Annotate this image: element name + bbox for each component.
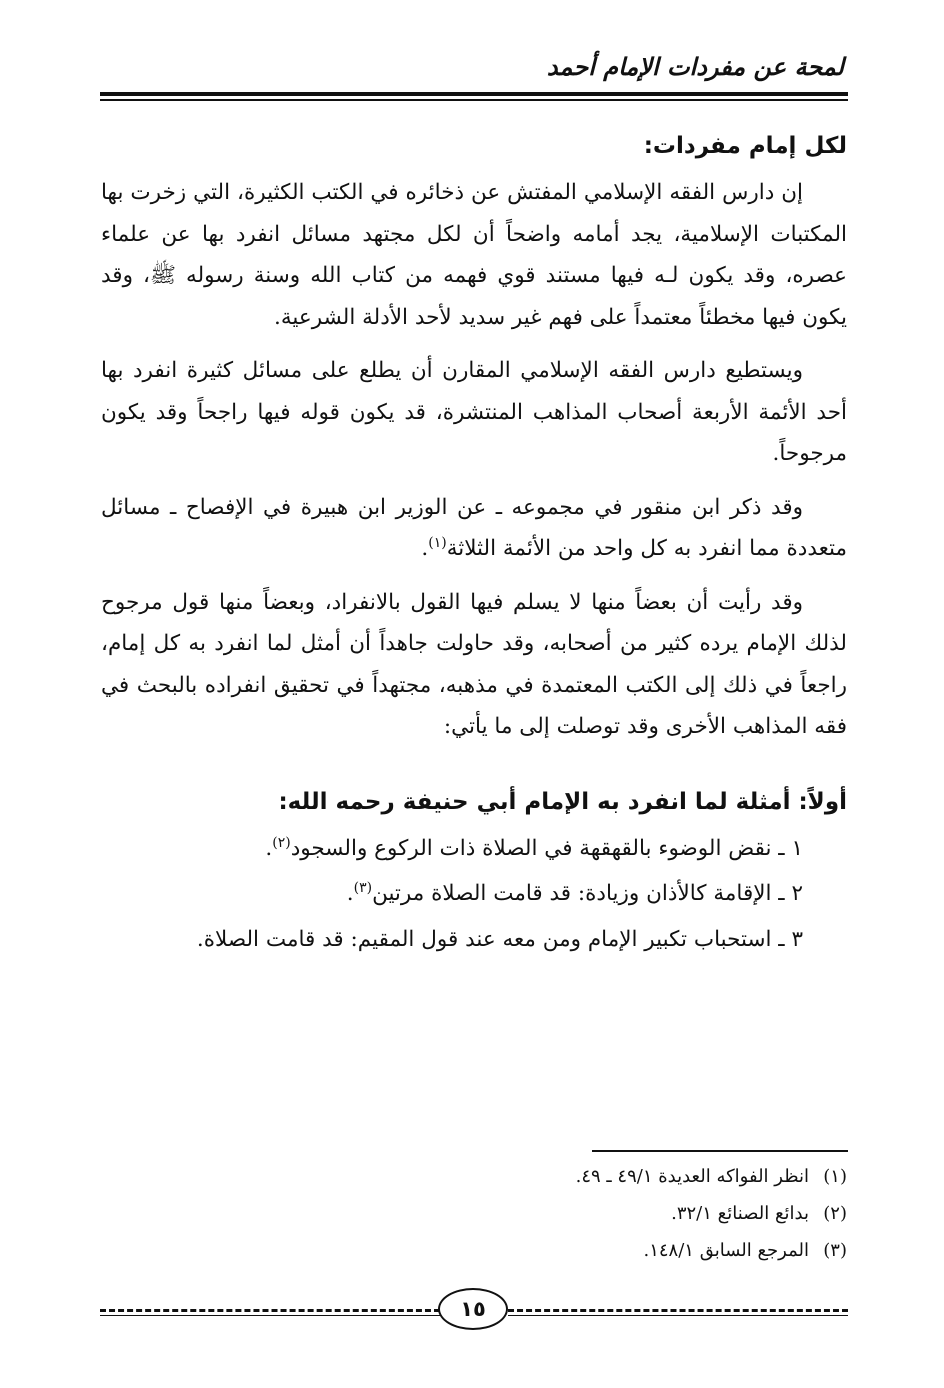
running-header: لمحة عن مفردات الإمام أحمد [546,53,844,81]
header-rule-thin [100,99,848,101]
footer-line-right [508,1315,848,1316]
footnote-number: (٢) [823,1203,847,1224]
paragraph-3-text: وقد ذكر ابن منقور في مجموعه ـ عن الوزير ابن هبيرة في الإفصاح ـ مسائل متعددة مما انفرد به كل واحد من الأئمة الثلاثة [101,494,847,561]
list-item-end: . [346,881,354,906]
footnote-text: انظر الفواكه العديدة ٤٩/١ ـ ٤٩. [575,1166,809,1187]
paragraph-4: وقد رأيت أن بعضاً منها لا يسلم فيها القول بالانفراد، وبعضاً منها قول مرجوح لذلك الإمام يرده كثير من أصحابه، وقد حاولت جاهداً أن أمثل لما انفرد به كل إمام، راجعاً في ذلك إلى الكتب المعتمدة في مذهبه، مجتهداً في تحقيق انفراده بالبحث في فقه المذاهب الأخرى وقد توصلت إلى ما يأتي: [101,589,847,739]
list-item-text: ١ ـ نقض الوضوء بالقهقهة في الصلاة ذات الركوع والسجود [290,835,803,861]
footnote-text: بدائع الصنائع ٣٢/١. [671,1203,809,1224]
list-item-text: ٢ ـ الإقامة كالأذان وزيادة: قد قامت الصلاة مرتين [372,881,803,906]
footer-dashed-line-left [100,1309,440,1312]
list-item [101,873,847,915]
footnote-number: (٣) [823,1240,847,1261]
list-item [101,919,847,961]
section-heading-imam-mufradat: لكل إمام مفردات: [643,133,847,159]
paragraph-3-end: . [421,536,429,561]
footnote-ref-1[interactable]: (١) [428,534,447,551]
list-item-text: ٣ ـ استحباب تكبير الإمام ومن معه عند قول المقيم: قد قامت الصلاة. [196,926,803,952]
paragraph-1: إن دارس الفقه الإسلامي المفتش عن ذخائره في الكتب الكثيرة، التي زخرت بها المكتبات الإسلامية، يجد أمامه واضحاً أن لكل مجتهد مسائل انفرد بها عن علماء عصره، وقد يكون لـه فيها مستند قوي فهمه من كتاب الله وسنة رسوله ﷺ، وقد يكون فيها مخطئاً معتمداً على فهم غير سديد لأحد الأدلة الشرعية. [101,180,847,330]
paragraph-3 [101,487,847,570]
footnote-1 [101,1158,847,1195]
main-text [101,126,847,964]
footnote-ref-2[interactable]: (٢) [272,834,291,851]
footnote-text: المرجع السابق ١٤٨/١. [643,1240,809,1261]
paragraph-2: ويستطيع دارس الفقه الإسلامي المقارن أن يطلع على مسائل كثيرة انفرد بها أحد الأئمة الأربعة أصحاب المذاهب المنتشرة، قد يكون قوله فيها راجحاً وقد يكون مرجوحاً. [101,358,847,466]
footnote-separator [592,1150,848,1152]
footer-dashed-line-right [508,1309,848,1312]
footer-line-left [100,1315,440,1316]
footnote-2 [101,1195,847,1232]
header-rule-thick [100,92,848,96]
section-heading-abu-hanifa: أولاً: أمثلة لما انفرد به الإمام أبي حنيفة رحمه الله: [278,788,847,815]
list-item [101,828,847,870]
footnotes [101,1158,847,1269]
page-number: ١٥ [438,1288,508,1330]
footnote-ref-3[interactable]: (٣) [353,879,373,896]
footnote-number: (١) [823,1166,847,1187]
list-item-end: . [265,835,273,861]
page-footer [100,1288,848,1334]
footnote-3 [101,1232,847,1269]
